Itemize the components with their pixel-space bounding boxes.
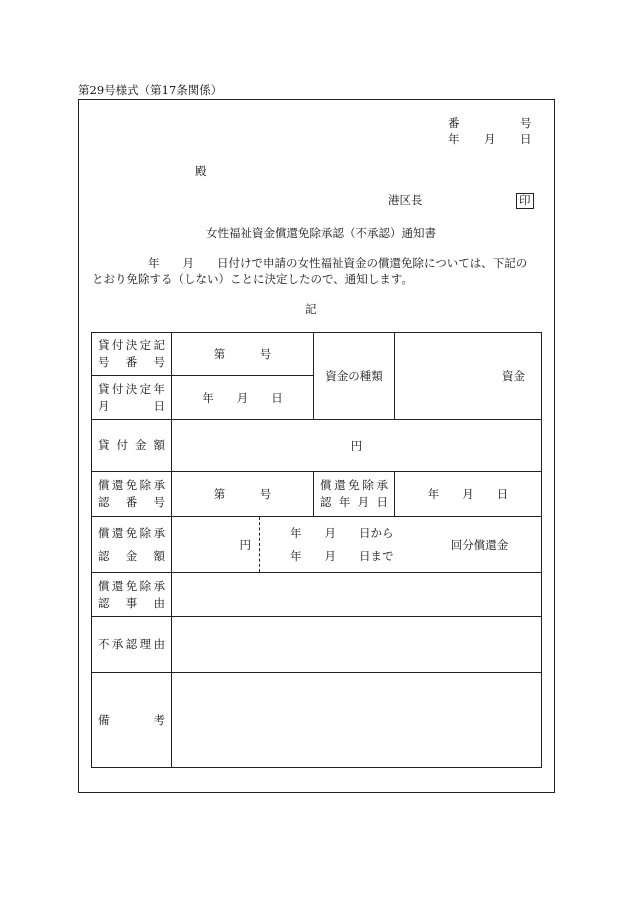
remarks-label: 備考 (92, 673, 172, 768)
ki-label: 記 (305, 302, 317, 316)
rejection-reason-label: 不承認理由 (92, 617, 172, 673)
number-label: 番 (448, 116, 460, 130)
remarks-value (172, 673, 542, 768)
approval-reason-value (172, 573, 542, 617)
body-line-2: とおり免除する（しない）ことに決定したので、通知します。 (92, 272, 413, 286)
approval-amount-label: 償還免除承認金額 (92, 517, 172, 573)
fund-type-label: 資金の種類 (314, 333, 395, 420)
installment-label: 回分償還金 (450, 537, 509, 552)
loan-amount-label: 貸付金額 (92, 420, 172, 472)
document-title: 女性福祉資金償還免除承認（不承認）通知書 (206, 226, 436, 240)
loan-decision-date-label: 貸付決定年月日 (92, 376, 172, 420)
approval-number-value: 第 号 (172, 472, 314, 517)
loan-amount-value: 円 (172, 420, 542, 472)
loan-decision-number-label: 貸付決定記号番号 (92, 333, 172, 376)
seal-mark (516, 193, 534, 209)
seal-stamp: 印 (516, 193, 534, 209)
period-to: 年 月 日まで (290, 548, 394, 563)
loan-decision-number-value: 第 号 (172, 333, 314, 376)
rejection-reason-value (172, 617, 542, 673)
approval-date-label: 償還免除承認年月日 (314, 472, 395, 517)
form-code: 第29号様式（第17条関係） (78, 83, 223, 97)
approval-date-value: 年 月 日 (395, 472, 542, 517)
approval-amount-value: 円 (172, 517, 260, 573)
number-suffix: 号 (520, 116, 532, 130)
date-day: 日 (520, 132, 532, 146)
repayment-period-cell (260, 517, 542, 573)
addressee-suffix: 殿 (195, 164, 207, 178)
date-month: 月 (484, 132, 496, 146)
loan-decision-date-value: 年 月 日 (172, 376, 314, 420)
date-year: 年 (448, 132, 460, 146)
body-line-1: 年 月 日付けで申請の女性福祉資金の償還免除については、下記の (148, 256, 528, 270)
approval-number-label: 償還免除承認番号 (92, 472, 172, 517)
issuer: 港区長 (388, 193, 423, 207)
period-from: 年 月 日から (290, 525, 394, 540)
detail-table (91, 332, 542, 768)
fund-type-value: 資金 (395, 333, 542, 420)
approval-reason-label: 償還免除承認事由 (92, 573, 172, 617)
